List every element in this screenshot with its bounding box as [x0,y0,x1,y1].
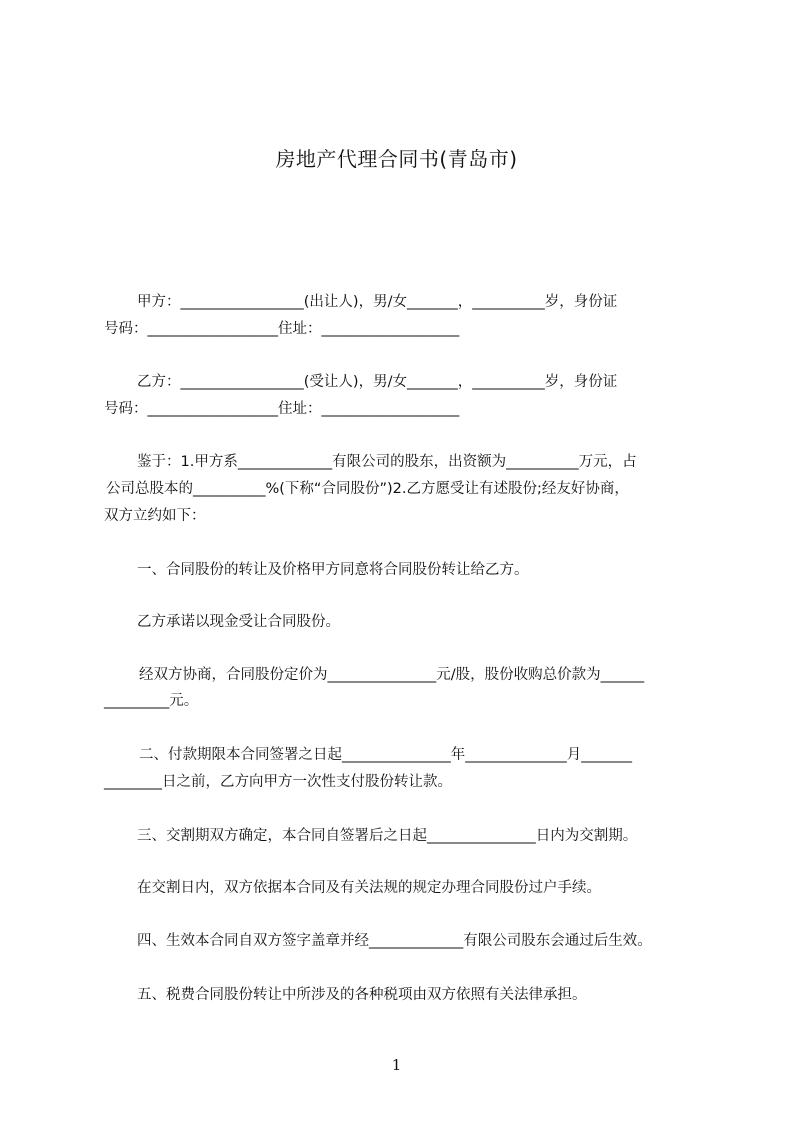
party-a-line-2: 号码：__________________住址：___________________ [104,321,460,337]
clause-1-cash: 乙方承诺以现金受让合同股份。 [137,614,340,630]
clause-1-heading: 一、合同股份的转让及价格甲方同意将合同股份转让给乙方。 [137,562,529,578]
clause-2-line-2: ________日之前，乙方向甲方一次性支付股份转让款。 [104,774,452,790]
clause-3-transfer: 在交割日内，双方依据本合同及有关法规的规定办理合同股份过户手续。 [137,880,601,896]
party-b-line-1: 乙方：_________________(受让人)，男/女_______，__________岁，身份证 [137,374,618,390]
clause-3-heading: 三、交割期双方确定，本合同自签署后之日起_______________日内为交割期。 [137,828,638,844]
clause-5-heading: 五、税费合同股份转让中所涉及的各种税项由双方依照有关法律承担。 [137,987,587,1003]
whereas-line-3: 双方立约如下： [104,508,206,524]
document-title: 房地产代理合同书(青岛市) [275,147,518,171]
whereas-line-1: 鉴于：1.甲方系_____________有限公司的股东，出资额为__________万元，占 [137,454,637,470]
party-a-line-1: 甲方：_________________(出让人)，男/女_______，__________岁，身份证 [137,294,618,310]
page-number: 1 [391,1056,402,1074]
clause-1-price-line-1: 经双方协商，合同股份定价为_______________元/股，股份收购总价款为______ [139,667,645,683]
clause-4-heading: 四、生效本合同自双方签字盖章并经_____________有限公司股东会通过后生效。 [137,933,652,949]
party-b-line-2: 号码：__________________住址：___________________ [104,401,460,417]
whereas-line-2: 公司总股本的__________%(下称“合同股份”)2.乙方愿受让有述股份;经友好协商， [106,481,629,497]
clause-1-price-line-2: _________元。 [104,693,199,709]
clause-2-line-1: 二、付款期限本合同签署之日起_______________年______________月_______ [139,747,632,763]
